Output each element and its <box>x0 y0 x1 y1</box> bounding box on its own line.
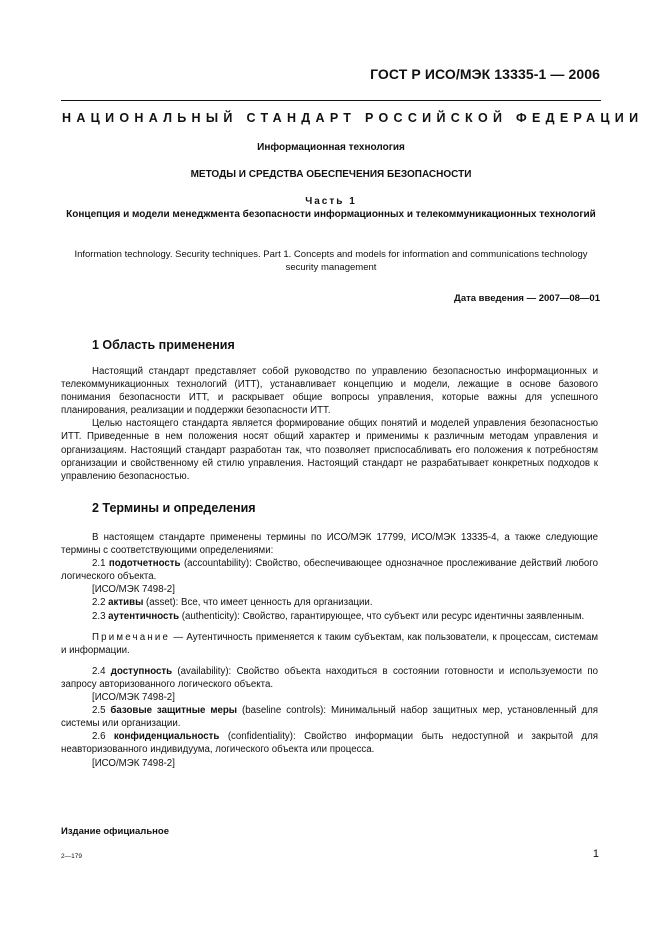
term-2-6-reference: [ИСО/МЭК 7498-2] <box>92 757 175 769</box>
term-2-5 <box>61 704 598 730</box>
term-number: 2.3 <box>92 610 106 622</box>
term-definition: (baseline controls): Минимальный набор защитных мер, установленный для системы или организации. <box>61 705 598 730</box>
section-1-paragraph: Настоящий стандарт представляет собой руководство по управлению безопасностью информационных и телекоммуникационных технологий (ИТТ), устанавливает концепцию и модели, лежащие в основе базового понимания безопасности ИТТ, и раскрывает общие вопросы управления, которые важны для успешного планирования, реализации и поддержки безопасности ИТТ. <box>61 366 598 417</box>
term-2-4 <box>61 665 598 691</box>
section-2-body <box>61 531 598 770</box>
term-2-1-reference: [ИСО/МЭК 7498-2] <box>92 584 175 596</box>
english-title: Information technology. Security techniques. Part 1. Concepts and models for information and communications technology security management <box>74 249 588 273</box>
section-1-paragraph: Целью настоящего стандарта является формирование общих понятий и моделей управления безопасностью ИТТ. Приведенные в нем положения носят общий характер и применимы к различным методам управления и организациям. Настоящий стандарт разработан так, что позволяет приспосабливать его положения к потребностям организации и свойственному ей стилю управления. Настоящий стандарт не разрабатывает конкретных подходов к управлению безопасностью. <box>61 418 598 482</box>
section-2-heading: 2 Термины и определения <box>92 501 256 515</box>
term-name: конфиденциальность <box>113 731 220 743</box>
term-number: 2.6 <box>92 731 106 743</box>
term-2-4-reference: [ИСО/МЭК 7498-2] <box>92 692 175 704</box>
term-2-3 <box>61 610 598 623</box>
term-2-2 <box>61 596 598 609</box>
term-name: базовые защитные меры <box>110 705 238 717</box>
term-name: подотчетность <box>108 558 181 570</box>
term-definition: (authenticity): Свойство, гарантирующее, что субъект или ресурс идентичны заявленным. <box>179 610 585 622</box>
term-number: 2.2 <box>92 597 106 609</box>
part-label: Часть 1 <box>305 196 357 207</box>
term-number: 2.1 <box>92 558 106 570</box>
term-2-1 <box>61 557 598 583</box>
introduction-date: Дата введения — 2007—08—01 <box>454 293 600 304</box>
section-2-intro: В настоящем стандарте применены термины по ИСО/МЭК 17799, ИСО/МЭК 13335-4, а также следующие термины с соответствующими определениями: <box>61 532 598 557</box>
term-definition: (availability): Свойство объекта находиться в состоянии готовности и используемости по запросу авторизованного логического объекта. <box>61 665 598 690</box>
term-name: активы <box>108 597 144 609</box>
term-definition: (accountability): Свойство, обеспечивающее однозначное прослеживание действий любого логического объекта. <box>61 558 598 583</box>
note-text: — Аутентичность применяется к таким субъектам, как пользователи, к процессам, системам и информации. <box>61 631 598 656</box>
header-rule <box>61 100 601 101</box>
note-paragraph <box>61 631 598 657</box>
standard-title: МЕТОДЫ И СРЕДСТВА ОБЕСПЕЧЕНИЯ БЕЗОПАСНОСТИ <box>190 169 472 180</box>
national-standard-heading: НАЦИОНАЛЬНЫЙ СТАНДАРТ РОССИЙСКОЙ ФЕДЕРАЦИИ <box>62 111 644 125</box>
term-number: 2.4 <box>92 665 106 677</box>
section-1-body <box>61 365 598 483</box>
part-title: Концепция и модели менеджмента безопасности информационных и телекоммуникационных технологий <box>66 209 596 220</box>
term-number: 2.5 <box>92 705 106 717</box>
page-number: 1 <box>592 848 599 860</box>
term-2-6 <box>61 730 598 756</box>
official-edition-label: Издание официальное <box>61 826 169 837</box>
section-1-heading: 1 Область применения <box>92 338 235 352</box>
term-definition: (asset): Все, что имеет ценность для организации. <box>143 597 373 609</box>
document-id: ГОСТ Р ИСО/МЭК 13335-1 — 2006 <box>370 66 600 82</box>
subject-title: Информационная технология <box>257 142 405 153</box>
term-name: доступность <box>110 665 173 677</box>
note-label: Примечание <box>92 631 171 643</box>
print-code: 2—179 <box>61 853 82 860</box>
term-name: аутентичность <box>108 610 180 622</box>
term-definition: (confidentiality): Свойство информации быть недоступной и закрытой для неавторизованного индивидуума, логического объекта или процесса. <box>61 731 598 756</box>
